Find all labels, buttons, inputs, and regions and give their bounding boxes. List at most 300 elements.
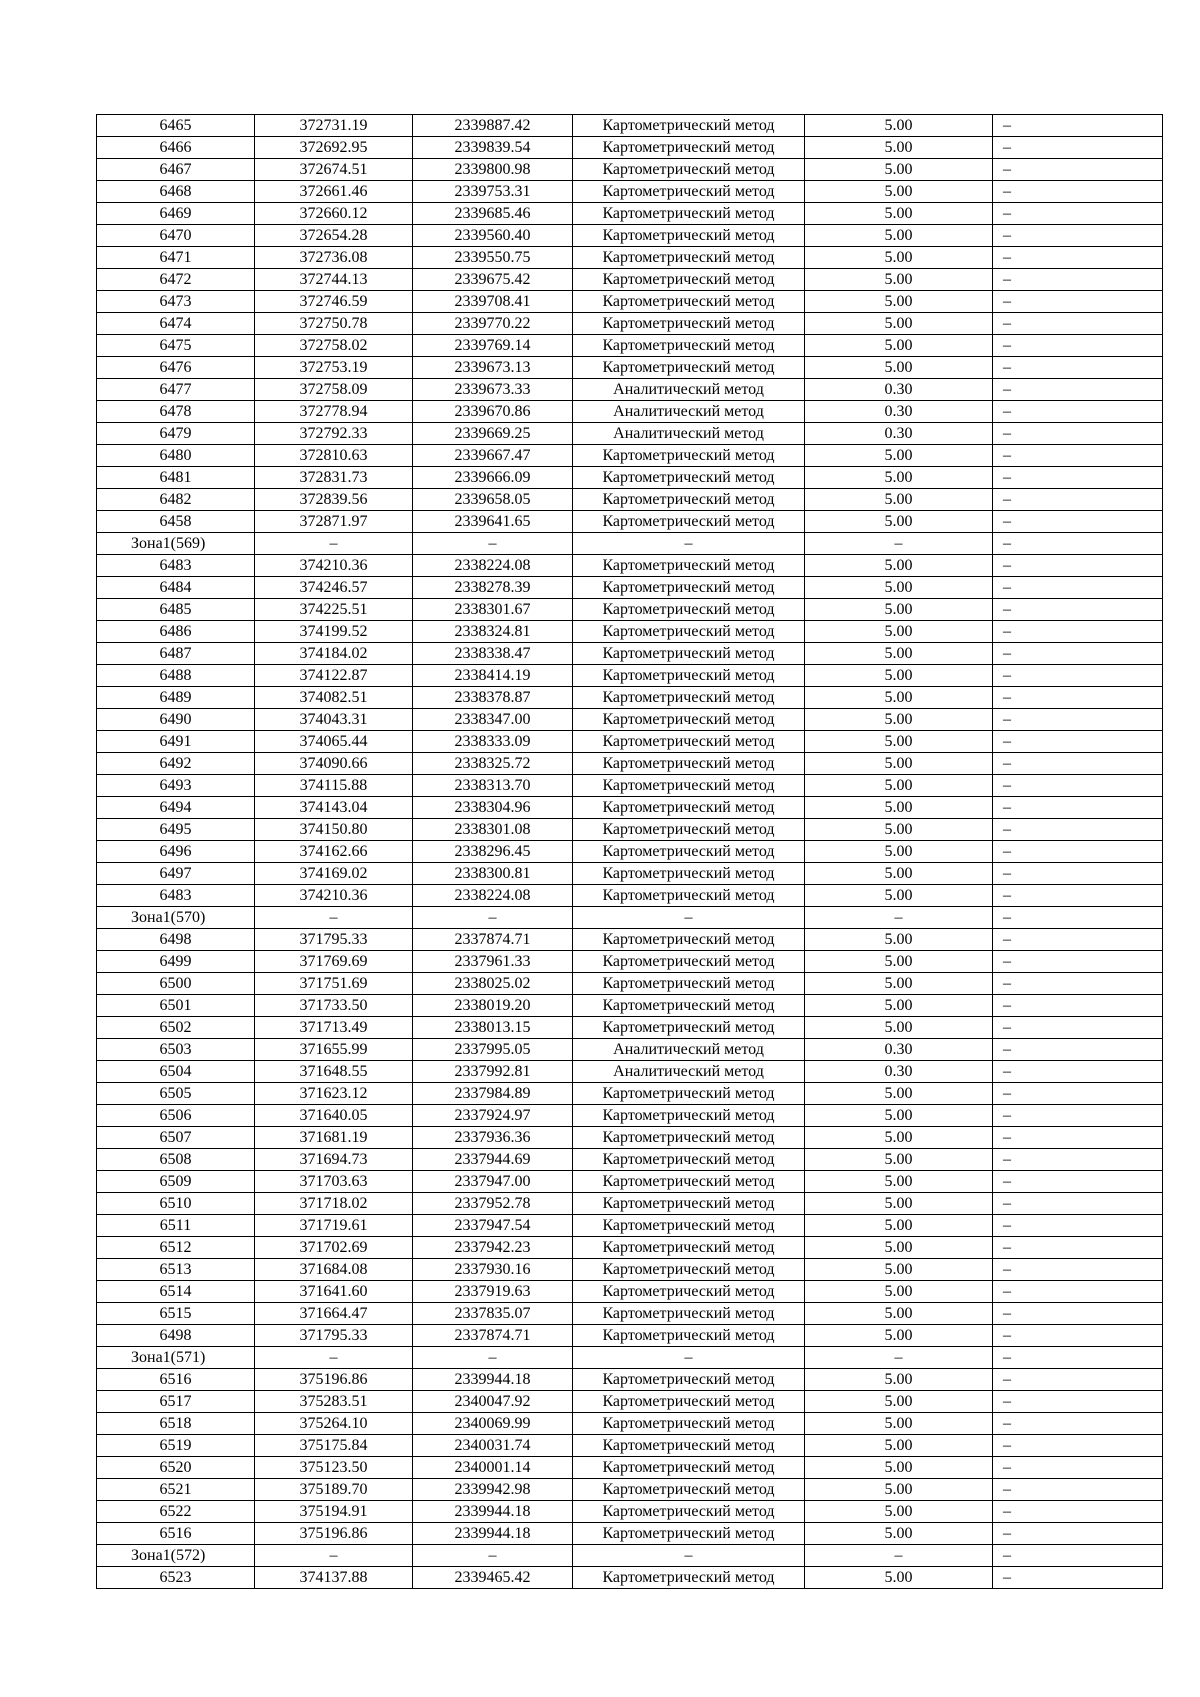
table-row xyxy=(97,687,1163,709)
y-coordinate-cell: 2337961.33 xyxy=(413,951,573,973)
x-coordinate-cell: 371769.69 xyxy=(255,951,413,973)
y-coordinate-cell: 2337835.07 xyxy=(413,1303,573,1325)
y-coordinate-cell: 2338013.15 xyxy=(413,1017,573,1039)
table-row xyxy=(97,489,1163,511)
description-cell: – xyxy=(993,115,1163,137)
table-row xyxy=(97,1479,1163,1501)
y-coordinate-cell: 2338278.39 xyxy=(413,577,573,599)
method-cell: Аналитический метод xyxy=(573,1039,805,1061)
document-page xyxy=(96,114,1162,1589)
accuracy-cell: 5.00 xyxy=(805,841,993,863)
table-row xyxy=(97,159,1163,181)
description-cell: – xyxy=(993,137,1163,159)
method-cell: Картометрический метод xyxy=(573,973,805,995)
method-cell: Картометрический метод xyxy=(573,599,805,621)
y-coordinate-cell: 2340069.99 xyxy=(413,1413,573,1435)
y-coordinate-cell: 2339669.25 xyxy=(413,423,573,445)
point-number-cell: 6518 xyxy=(97,1413,255,1435)
method-cell: Картометрический метод xyxy=(573,687,805,709)
table-row xyxy=(97,1127,1163,1149)
description-cell: – xyxy=(993,489,1163,511)
point-number-cell: 6482 xyxy=(97,489,255,511)
accuracy-cell: 5.00 xyxy=(805,1149,993,1171)
accuracy-cell: – xyxy=(805,1545,993,1567)
accuracy-cell: 5.00 xyxy=(805,1215,993,1237)
table-row xyxy=(97,247,1163,269)
point-number-cell: 6468 xyxy=(97,181,255,203)
method-cell: – xyxy=(573,1545,805,1567)
accuracy-cell: 5.00 xyxy=(805,1391,993,1413)
accuracy-cell: 5.00 xyxy=(805,665,993,687)
x-coordinate-cell: 374122.87 xyxy=(255,665,413,687)
method-cell: Картометрический метод xyxy=(573,1171,805,1193)
description-cell: – xyxy=(993,1391,1163,1413)
y-coordinate-cell: 2339667.47 xyxy=(413,445,573,467)
description-cell: – xyxy=(993,731,1163,753)
y-coordinate-cell: 2338025.02 xyxy=(413,973,573,995)
y-coordinate-cell: 2339944.18 xyxy=(413,1523,573,1545)
table-row xyxy=(97,445,1163,467)
description-cell: – xyxy=(993,1149,1163,1171)
y-coordinate-cell: 2337947.54 xyxy=(413,1215,573,1237)
accuracy-cell: 0.30 xyxy=(805,379,993,401)
x-coordinate-cell: – xyxy=(255,907,413,929)
method-cell: Картометрический метод xyxy=(573,1017,805,1039)
method-cell: Картометрический метод xyxy=(573,621,805,643)
x-coordinate-cell: 372758.09 xyxy=(255,379,413,401)
y-coordinate-cell: 2337874.71 xyxy=(413,1325,573,1347)
y-coordinate-cell: 2338313.70 xyxy=(413,775,573,797)
description-cell: – xyxy=(993,643,1163,665)
table-row xyxy=(97,1567,1163,1589)
point-number-cell: 6522 xyxy=(97,1501,255,1523)
y-coordinate-cell: 2337919.63 xyxy=(413,1281,573,1303)
table-row xyxy=(97,819,1163,841)
table-row xyxy=(97,137,1163,159)
y-coordinate-cell: 2337930.16 xyxy=(413,1259,573,1281)
point-number-cell: 6465 xyxy=(97,115,255,137)
description-cell: – xyxy=(993,1039,1163,1061)
y-coordinate-cell: 2338300.81 xyxy=(413,863,573,885)
x-coordinate-cell: 372654.28 xyxy=(255,225,413,247)
y-coordinate-cell: 2338301.08 xyxy=(413,819,573,841)
x-coordinate-cell: 375196.86 xyxy=(255,1369,413,1391)
x-coordinate-cell: – xyxy=(255,533,413,555)
point-number-cell: 6489 xyxy=(97,687,255,709)
x-coordinate-cell: 375189.70 xyxy=(255,1479,413,1501)
method-cell: Картометрический метод xyxy=(573,1457,805,1479)
method-cell: Картометрический метод xyxy=(573,1149,805,1171)
description-cell: – xyxy=(993,819,1163,841)
y-coordinate-cell: 2338301.67 xyxy=(413,599,573,621)
accuracy-cell: 5.00 xyxy=(805,1369,993,1391)
table-row xyxy=(97,1237,1163,1259)
description-cell: – xyxy=(993,555,1163,577)
table-row xyxy=(97,1391,1163,1413)
x-coordinate-cell: 375194.91 xyxy=(255,1501,413,1523)
method-cell: Аналитический метод xyxy=(573,423,805,445)
accuracy-cell: 5.00 xyxy=(805,1457,993,1479)
accuracy-cell: 5.00 xyxy=(805,137,993,159)
method-cell: – xyxy=(573,1347,805,1369)
point-number-cell: 6504 xyxy=(97,1061,255,1083)
table-row xyxy=(97,1039,1163,1061)
point-number-cell: 6485 xyxy=(97,599,255,621)
description-cell: – xyxy=(993,797,1163,819)
point-number-cell: 6502 xyxy=(97,1017,255,1039)
table-row xyxy=(97,775,1163,797)
description-cell: – xyxy=(993,1171,1163,1193)
point-number-cell: Зона1(571) xyxy=(97,1347,255,1369)
table-row xyxy=(97,313,1163,335)
method-cell: Картометрический метод xyxy=(573,797,805,819)
description-cell: – xyxy=(993,335,1163,357)
y-coordinate-cell: 2337942.23 xyxy=(413,1237,573,1259)
method-cell: – xyxy=(573,907,805,929)
table-row xyxy=(97,885,1163,907)
point-number-cell: 6494 xyxy=(97,797,255,819)
point-number-cell: 6479 xyxy=(97,423,255,445)
description-cell: – xyxy=(993,1545,1163,1567)
description-cell: – xyxy=(993,401,1163,423)
accuracy-cell: 5.00 xyxy=(805,819,993,841)
x-coordinate-cell: – xyxy=(255,1545,413,1567)
method-cell: Картометрический метод xyxy=(573,269,805,291)
method-cell: Картометрический метод xyxy=(573,247,805,269)
x-coordinate-cell: 372660.12 xyxy=(255,203,413,225)
x-coordinate-cell: 375175.84 xyxy=(255,1435,413,1457)
point-number-cell: 6510 xyxy=(97,1193,255,1215)
accuracy-cell: 5.00 xyxy=(805,1413,993,1435)
table-row xyxy=(97,1259,1163,1281)
description-cell: – xyxy=(993,269,1163,291)
method-cell: Картометрический метод xyxy=(573,643,805,665)
y-coordinate-cell: 2339675.42 xyxy=(413,269,573,291)
point-number-cell: 6523 xyxy=(97,1567,255,1589)
accuracy-cell: 5.00 xyxy=(805,203,993,225)
x-coordinate-cell: 372746.59 xyxy=(255,291,413,313)
x-coordinate-cell: 374169.02 xyxy=(255,863,413,885)
point-number-cell: 6506 xyxy=(97,1105,255,1127)
point-number-cell: 6491 xyxy=(97,731,255,753)
accuracy-cell: 5.00 xyxy=(805,555,993,577)
accuracy-cell: 5.00 xyxy=(805,1083,993,1105)
accuracy-cell: 5.00 xyxy=(805,335,993,357)
description-cell: – xyxy=(993,709,1163,731)
y-coordinate-cell: 2338019.20 xyxy=(413,995,573,1017)
method-cell: Картометрический метод xyxy=(573,885,805,907)
table-row xyxy=(97,643,1163,665)
method-cell: Аналитический метод xyxy=(573,379,805,401)
accuracy-cell: 5.00 xyxy=(805,1435,993,1457)
x-coordinate-cell: 372744.13 xyxy=(255,269,413,291)
description-cell: – xyxy=(993,577,1163,599)
y-coordinate-cell: 2340031.74 xyxy=(413,1435,573,1457)
x-coordinate-cell: 371655.99 xyxy=(255,1039,413,1061)
accuracy-cell: 5.00 xyxy=(805,247,993,269)
accuracy-cell: 5.00 xyxy=(805,445,993,467)
method-cell: Картометрический метод xyxy=(573,511,805,533)
y-coordinate-cell: 2340047.92 xyxy=(413,1391,573,1413)
x-coordinate-cell: 371795.33 xyxy=(255,929,413,951)
point-number-cell: 6507 xyxy=(97,1127,255,1149)
x-coordinate-cell: 372731.19 xyxy=(255,115,413,137)
y-coordinate-cell: 2339560.40 xyxy=(413,225,573,247)
point-number-cell: 6474 xyxy=(97,313,255,335)
y-coordinate-cell: 2340001.14 xyxy=(413,1457,573,1479)
description-cell: – xyxy=(993,511,1163,533)
point-number-cell: 6475 xyxy=(97,335,255,357)
description-cell: – xyxy=(993,621,1163,643)
description-cell: – xyxy=(993,445,1163,467)
description-cell: – xyxy=(993,885,1163,907)
description-cell: – xyxy=(993,775,1163,797)
accuracy-cell: 5.00 xyxy=(805,599,993,621)
point-number-cell: 6509 xyxy=(97,1171,255,1193)
y-coordinate-cell: 2337924.97 xyxy=(413,1105,573,1127)
point-number-cell: 6478 xyxy=(97,401,255,423)
table-row xyxy=(97,357,1163,379)
y-coordinate-cell: 2339685.46 xyxy=(413,203,573,225)
accuracy-cell: 5.00 xyxy=(805,181,993,203)
point-number-cell: 6496 xyxy=(97,841,255,863)
y-coordinate-cell: 2339944.18 xyxy=(413,1501,573,1523)
accuracy-cell: 5.00 xyxy=(805,621,993,643)
table-row xyxy=(97,797,1163,819)
x-coordinate-cell: 372792.33 xyxy=(255,423,413,445)
description-cell: – xyxy=(993,1083,1163,1105)
y-coordinate-cell: 2338304.96 xyxy=(413,797,573,819)
table-row xyxy=(97,929,1163,951)
description-cell: – xyxy=(993,1017,1163,1039)
y-coordinate-cell: 2339769.14 xyxy=(413,335,573,357)
point-number-cell: 6467 xyxy=(97,159,255,181)
y-coordinate-cell: 2339708.41 xyxy=(413,291,573,313)
x-coordinate-cell: 374210.36 xyxy=(255,555,413,577)
x-coordinate-cell: 372839.56 xyxy=(255,489,413,511)
x-coordinate-cell: 371751.69 xyxy=(255,973,413,995)
y-coordinate-cell: 2339670.86 xyxy=(413,401,573,423)
point-number-cell: 6492 xyxy=(97,753,255,775)
point-number-cell: 6505 xyxy=(97,1083,255,1105)
x-coordinate-cell: 374137.88 xyxy=(255,1567,413,1589)
point-number-cell: 6514 xyxy=(97,1281,255,1303)
point-number-cell: 6477 xyxy=(97,379,255,401)
accuracy-cell: 5.00 xyxy=(805,643,993,665)
method-cell: Картометрический метод xyxy=(573,1237,805,1259)
x-coordinate-cell: 371664.47 xyxy=(255,1303,413,1325)
x-coordinate-cell: 372674.51 xyxy=(255,159,413,181)
accuracy-cell: 5.00 xyxy=(805,797,993,819)
description-cell: – xyxy=(993,1479,1163,1501)
method-cell: Картометрический метод xyxy=(573,137,805,159)
accuracy-cell: 0.30 xyxy=(805,401,993,423)
point-number-cell: 6497 xyxy=(97,863,255,885)
x-coordinate-cell: 374043.31 xyxy=(255,709,413,731)
description-cell: – xyxy=(993,1105,1163,1127)
method-cell: Картометрический метод xyxy=(573,159,805,181)
description-cell: – xyxy=(993,1303,1163,1325)
description-cell: – xyxy=(993,1127,1163,1149)
y-coordinate-cell: 2337992.81 xyxy=(413,1061,573,1083)
x-coordinate-cell: 374090.66 xyxy=(255,753,413,775)
x-coordinate-cell: 372831.73 xyxy=(255,467,413,489)
x-coordinate-cell: 371640.05 xyxy=(255,1105,413,1127)
x-coordinate-cell: 374143.04 xyxy=(255,797,413,819)
method-cell: Картометрический метод xyxy=(573,555,805,577)
x-coordinate-cell: 374115.88 xyxy=(255,775,413,797)
description-cell: – xyxy=(993,1259,1163,1281)
table-row xyxy=(97,181,1163,203)
point-number-cell: Зона1(569) xyxy=(97,533,255,555)
accuracy-cell: 5.00 xyxy=(805,1237,993,1259)
x-coordinate-cell: 372810.63 xyxy=(255,445,413,467)
method-cell: Картометрический метод xyxy=(573,731,805,753)
x-coordinate-cell: 372753.19 xyxy=(255,357,413,379)
y-coordinate-cell: 2339887.42 xyxy=(413,115,573,137)
y-coordinate-cell: 2339658.05 xyxy=(413,489,573,511)
y-coordinate-cell: 2337947.00 xyxy=(413,1171,573,1193)
description-cell: – xyxy=(993,1347,1163,1369)
description-cell: – xyxy=(993,225,1163,247)
description-cell: – xyxy=(993,357,1163,379)
method-cell: Картометрический метод xyxy=(573,181,805,203)
accuracy-cell: 5.00 xyxy=(805,753,993,775)
method-cell: Картометрический метод xyxy=(573,1391,805,1413)
method-cell: Картометрический метод xyxy=(573,1083,805,1105)
method-cell: Картометрический метод xyxy=(573,489,805,511)
point-number-cell: 6481 xyxy=(97,467,255,489)
method-cell: Картометрический метод xyxy=(573,1567,805,1589)
y-coordinate-cell: 2337995.05 xyxy=(413,1039,573,1061)
description-cell: – xyxy=(993,687,1163,709)
method-cell: – xyxy=(573,533,805,555)
table-row xyxy=(97,1457,1163,1479)
y-coordinate-cell: 2337944.69 xyxy=(413,1149,573,1171)
x-coordinate-cell: 371694.73 xyxy=(255,1149,413,1171)
x-coordinate-cell: 372778.94 xyxy=(255,401,413,423)
accuracy-cell: 5.00 xyxy=(805,577,993,599)
description-cell: – xyxy=(993,379,1163,401)
accuracy-cell: 5.00 xyxy=(805,511,993,533)
table-row xyxy=(97,863,1163,885)
point-number-cell: 6470 xyxy=(97,225,255,247)
method-cell: Картометрический метод xyxy=(573,665,805,687)
x-coordinate-cell: 374210.36 xyxy=(255,885,413,907)
table-row xyxy=(97,973,1163,995)
table-row xyxy=(97,753,1163,775)
point-number-cell: 6516 xyxy=(97,1523,255,1545)
y-coordinate-cell: 2338378.87 xyxy=(413,687,573,709)
table-row xyxy=(97,203,1163,225)
point-number-cell: 6483 xyxy=(97,555,255,577)
method-cell: Картометрический метод xyxy=(573,445,805,467)
x-coordinate-cell: 375264.10 xyxy=(255,1413,413,1435)
point-number-cell: 6515 xyxy=(97,1303,255,1325)
method-cell: Аналитический метод xyxy=(573,1061,805,1083)
method-cell: Картометрический метод xyxy=(573,467,805,489)
table-row xyxy=(97,423,1163,445)
point-number-cell: 6516 xyxy=(97,1369,255,1391)
x-coordinate-cell: 375123.50 xyxy=(255,1457,413,1479)
method-cell: Картометрический метод xyxy=(573,929,805,951)
point-number-cell: 6472 xyxy=(97,269,255,291)
method-cell: Картометрический метод xyxy=(573,225,805,247)
description-cell: – xyxy=(993,753,1163,775)
accuracy-cell: 5.00 xyxy=(805,1193,993,1215)
x-coordinate-cell: 371718.02 xyxy=(255,1193,413,1215)
table-row xyxy=(97,467,1163,489)
accuracy-cell: 0.30 xyxy=(805,423,993,445)
accuracy-cell: 5.00 xyxy=(805,885,993,907)
accuracy-cell: 5.00 xyxy=(805,863,993,885)
accuracy-cell: 5.00 xyxy=(805,775,993,797)
description-cell: – xyxy=(993,863,1163,885)
method-cell: Картометрический метод xyxy=(573,1369,805,1391)
description-cell: – xyxy=(993,929,1163,951)
description-cell: – xyxy=(993,1061,1163,1083)
x-coordinate-cell: 371641.60 xyxy=(255,1281,413,1303)
description-cell: – xyxy=(993,1325,1163,1347)
method-cell: Картометрический метод xyxy=(573,1523,805,1545)
method-cell: Картометрический метод xyxy=(573,115,805,137)
table-row xyxy=(97,335,1163,357)
x-coordinate-cell: 372692.95 xyxy=(255,137,413,159)
description-cell: – xyxy=(993,1369,1163,1391)
accuracy-cell: 5.00 xyxy=(805,1017,993,1039)
point-number-cell: 6520 xyxy=(97,1457,255,1479)
x-coordinate-cell: 374246.57 xyxy=(255,577,413,599)
method-cell: Аналитический метод xyxy=(573,401,805,423)
point-number-cell: 6521 xyxy=(97,1479,255,1501)
accuracy-cell: 5.00 xyxy=(805,1127,993,1149)
accuracy-cell: 5.00 xyxy=(805,1259,993,1281)
description-cell: – xyxy=(993,1237,1163,1259)
x-coordinate-cell: 374184.02 xyxy=(255,643,413,665)
table-row xyxy=(97,291,1163,313)
accuracy-cell: 5.00 xyxy=(805,291,993,313)
accuracy-cell: 5.00 xyxy=(805,159,993,181)
table-row xyxy=(97,379,1163,401)
point-number-cell: 6488 xyxy=(97,665,255,687)
y-coordinate-cell: 2337984.89 xyxy=(413,1083,573,1105)
y-coordinate-cell: – xyxy=(413,907,573,929)
x-coordinate-cell: 372871.97 xyxy=(255,511,413,533)
method-cell: Картометрический метод xyxy=(573,357,805,379)
point-number-cell: 6480 xyxy=(97,445,255,467)
table-row xyxy=(97,1061,1163,1083)
accuracy-cell: 5.00 xyxy=(805,1171,993,1193)
table-row xyxy=(97,621,1163,643)
accuracy-cell: 5.00 xyxy=(805,951,993,973)
point-number-cell: 6501 xyxy=(97,995,255,1017)
y-coordinate-cell: 2337936.36 xyxy=(413,1127,573,1149)
accuracy-cell: – xyxy=(805,1347,993,1369)
point-number-cell: 6495 xyxy=(97,819,255,841)
table-row xyxy=(97,665,1163,687)
x-coordinate-cell: 371702.69 xyxy=(255,1237,413,1259)
description-cell: – xyxy=(993,907,1163,929)
y-coordinate-cell: 2338338.47 xyxy=(413,643,573,665)
table-row xyxy=(97,577,1163,599)
table-row xyxy=(97,1017,1163,1039)
y-coordinate-cell: 2338324.81 xyxy=(413,621,573,643)
accuracy-cell: 5.00 xyxy=(805,1105,993,1127)
description-cell: – xyxy=(993,1413,1163,1435)
description-cell: – xyxy=(993,951,1163,973)
x-coordinate-cell: 371795.33 xyxy=(255,1325,413,1347)
y-coordinate-cell: 2339550.75 xyxy=(413,247,573,269)
